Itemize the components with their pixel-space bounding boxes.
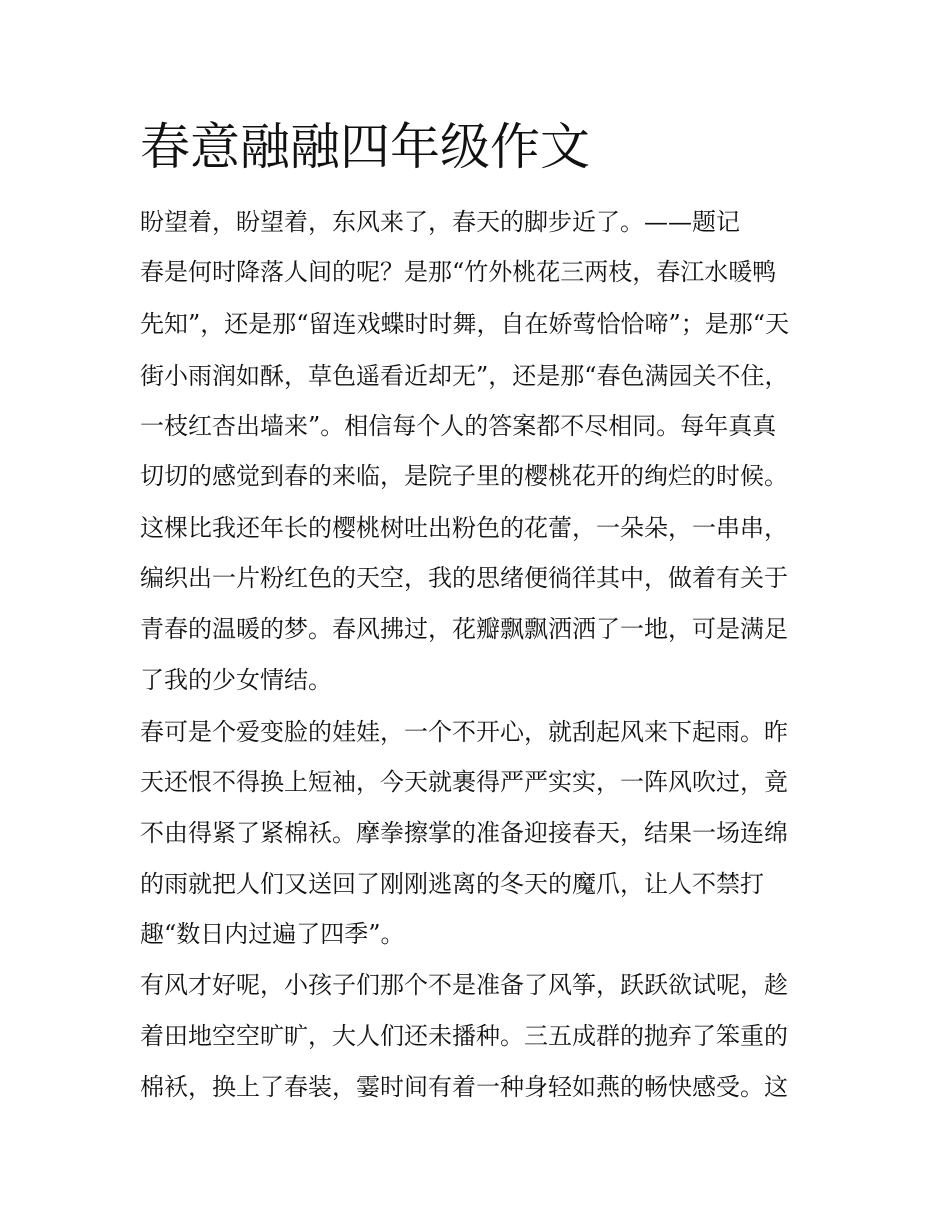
text-line: 棉袄，换上了春装，霎时间有着一种身轻如燕的畅快感受。这 xyxy=(140,1073,788,1101)
text-line: 先知”，还是那“留连戏蝶时时舞，自在娇莺恰恰啼”；是那“天 xyxy=(140,310,790,338)
text-line: 着田地空空旷旷，大人们还未播种。三五成群的抛弃了笨重的 xyxy=(140,1022,788,1050)
text-line: 不由得紧了紧棉袄。摩拳擦掌的准备迎接春天，结果一场连绵 xyxy=(140,819,788,847)
text-line: 一枝红杏出墙来”。相信每个人的答案都不尽相同。每年真真 xyxy=(140,412,777,440)
text-line: 编织出一片粉红色的天空，我的思绪便徜徉其中，做着有关于 xyxy=(140,564,788,592)
document-title: 春意融融四年级作文 xyxy=(140,118,590,176)
text-line: 切切的感觉到春的来临，是院子里的樱桃花开的绚烂的时候。 xyxy=(140,462,788,490)
text-line: 春是何时降落人间的呢？是那“竹外桃花三两枝，春江水暖鸭 xyxy=(140,258,777,286)
text-line: 春可是个爱变脸的娃娃，一个不开心，就刮起风来下起雨。昨 xyxy=(140,718,788,746)
text-line: 青春的温暖的梦。春风拂过，花瓣飘飘洒洒了一地，可是满足 xyxy=(140,615,788,643)
text-line: 有风才好呢，小孩子们那个不是准备了风筝，跃跃欲试呢，趁 xyxy=(140,971,788,999)
text-line: 盼望着，盼望着，东风来了，春天的脚步近了。——题记 xyxy=(140,208,740,236)
text-line: 了我的少女情结。 xyxy=(140,666,332,694)
text-line: 天还恨不得换上短袖，今天就裹得严严实实，一阵风吹过，竟 xyxy=(140,768,788,796)
text-line: 的雨就把人们又送回了刚刚逃离的冬天的魔爪，让人不禁打 xyxy=(140,870,764,898)
text-line: 这棵比我还年长的樱桃树吐出粉色的花蕾，一朵朵，一串串， xyxy=(140,514,788,542)
text-line: 街小雨润如酥，草色遥看近却无”，还是那“春色满园关不住， xyxy=(140,362,789,390)
text-line: 趣“数日内过遍了四季”。 xyxy=(140,920,405,948)
